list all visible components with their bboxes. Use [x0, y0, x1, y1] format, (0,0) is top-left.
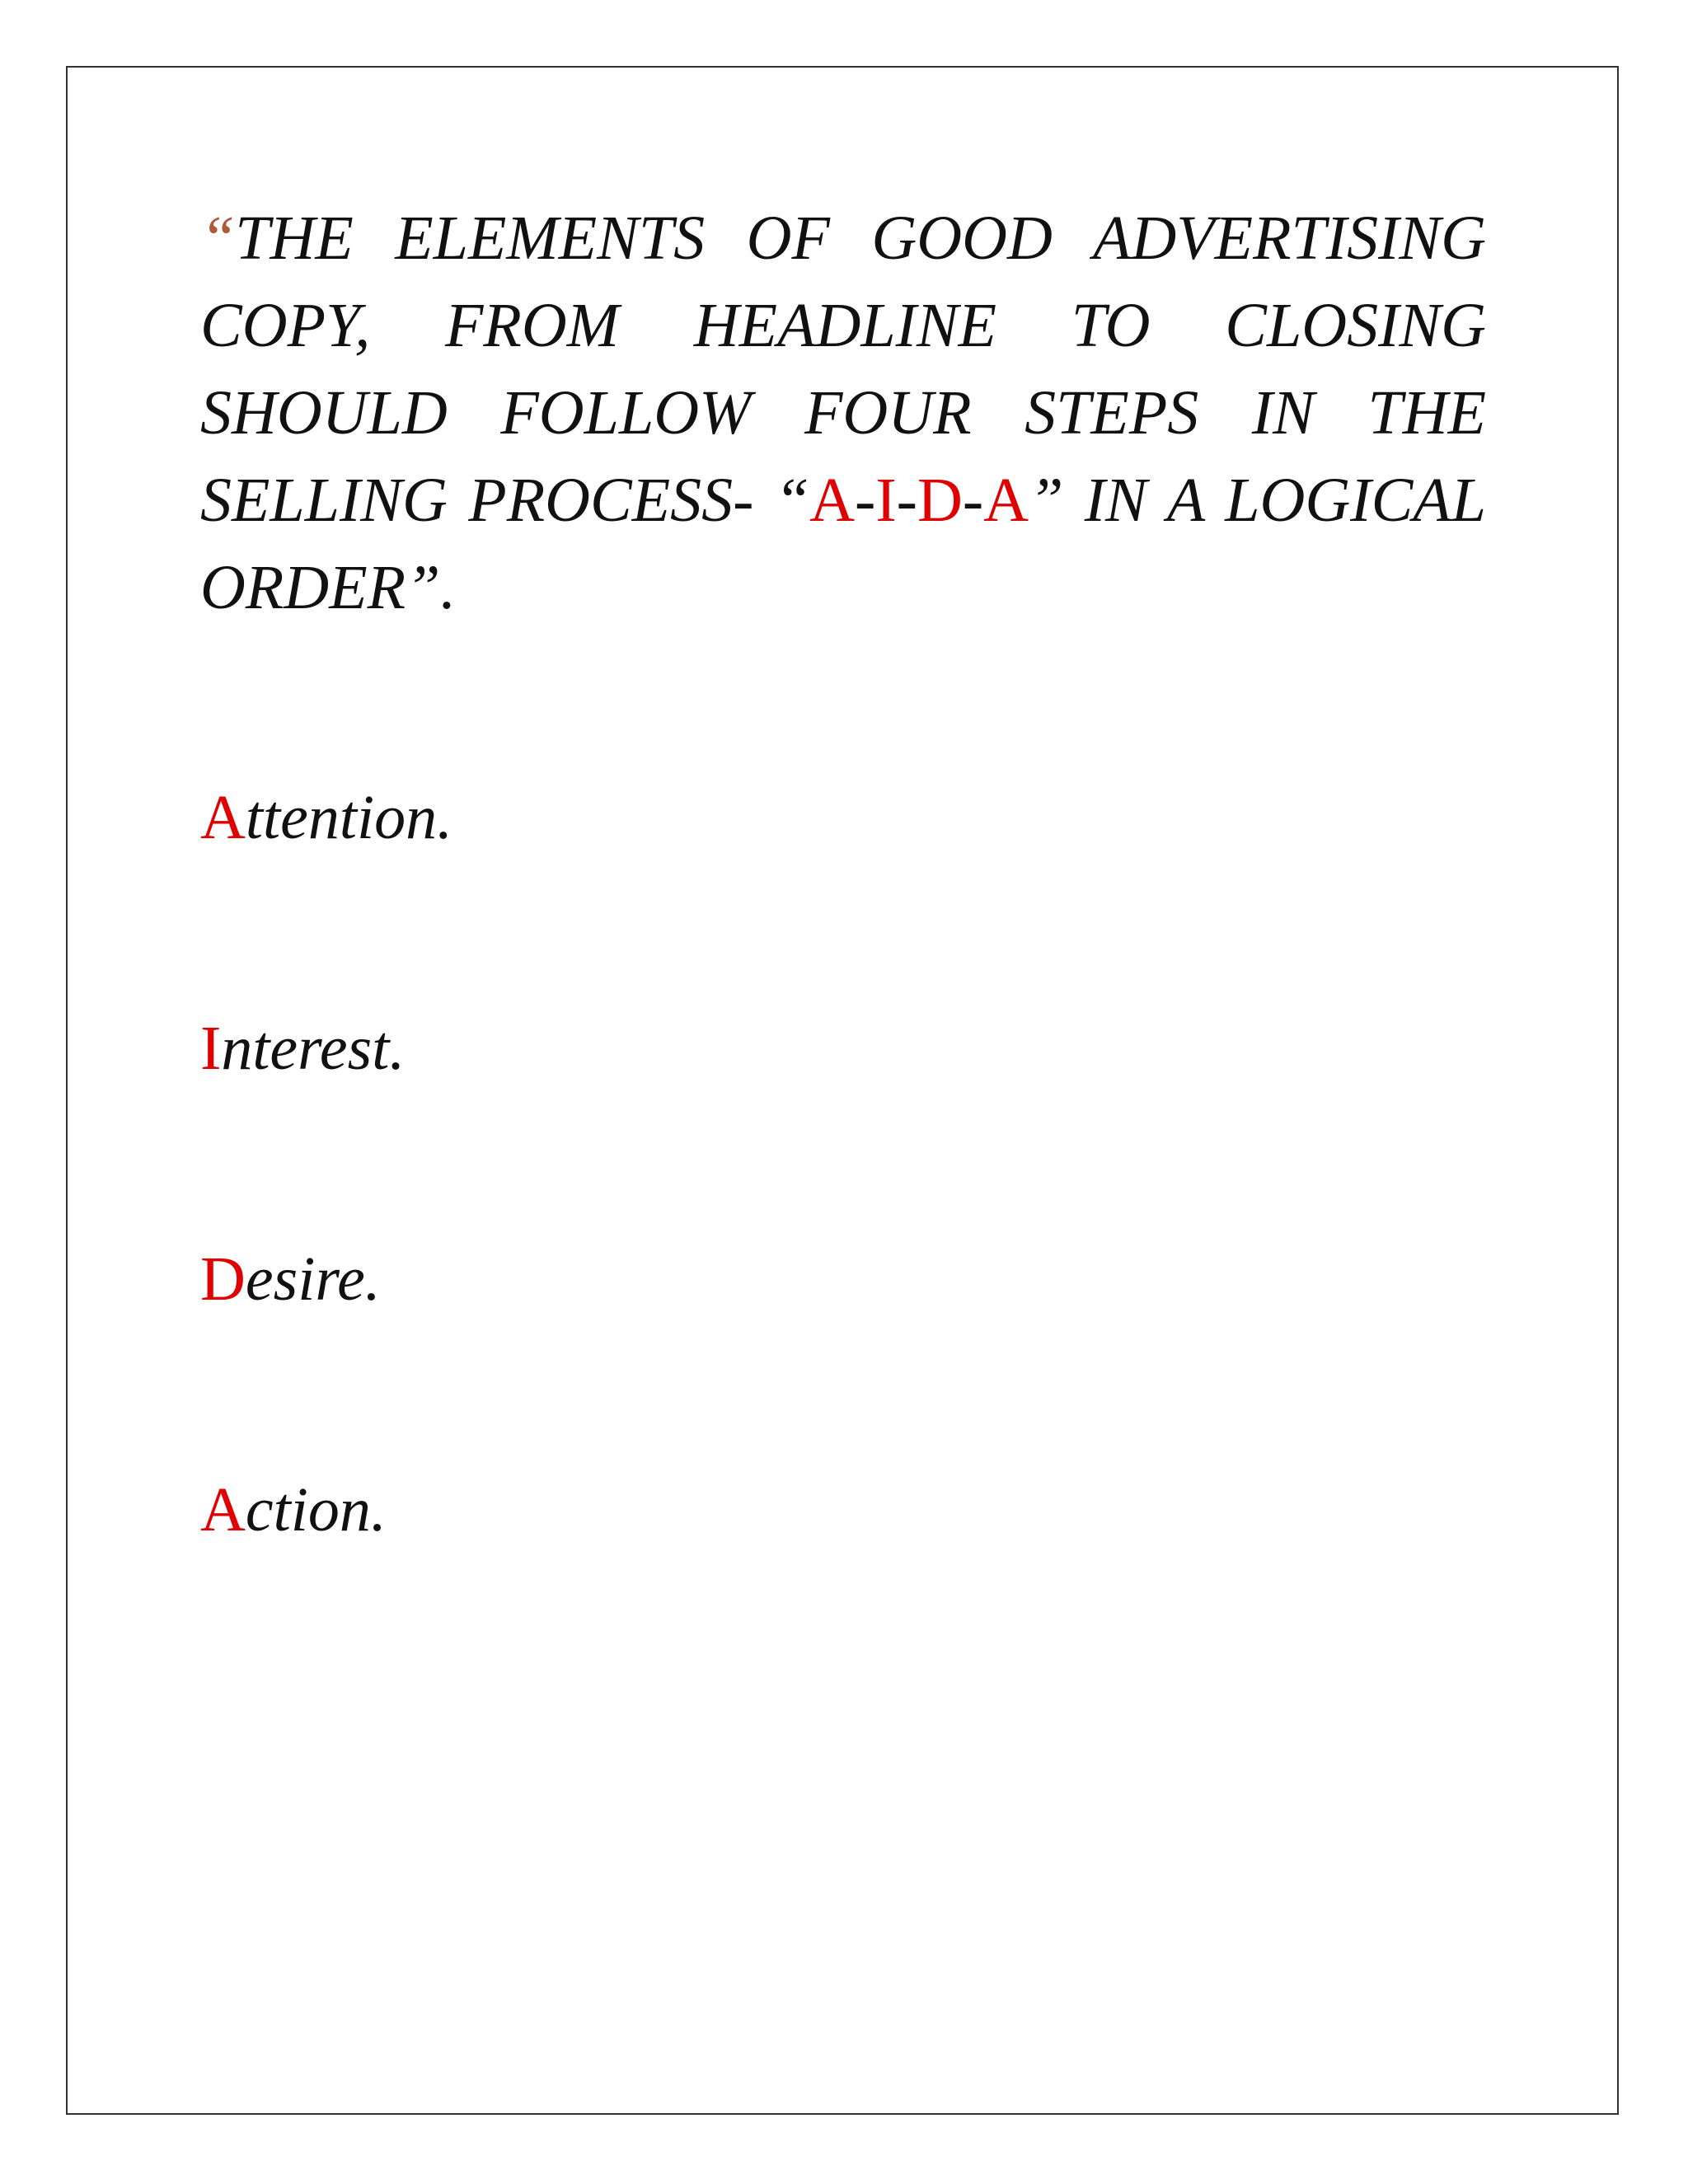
step-interest — [200, 1007, 405, 1090]
quote-text-before: THE ELEMENTS OF GOOD ADVERTISING COPY, FROM HEADLINE TO CLOSING SHOULD FOLLOW FOUR STEPS IN THE SELLING PROCESS- — [200, 204, 1486, 535]
step-rest: ttention. — [245, 783, 453, 852]
acronym-separator: - — [855, 466, 876, 535]
quote-text-after: IN A LOGICAL ORDER”. — [200, 466, 1486, 622]
step-desire — [200, 1238, 381, 1320]
step-initial: D — [200, 1244, 246, 1314]
step-initial: A — [200, 783, 246, 852]
step-rest: nterest. — [221, 1014, 406, 1083]
step-initial: I — [200, 1014, 222, 1083]
step-rest: esire. — [245, 1244, 381, 1314]
acronym-separator: - — [896, 466, 917, 535]
step-action — [200, 1469, 387, 1551]
step-rest: ction. — [245, 1475, 387, 1544]
acronym-letter-a2: A — [983, 466, 1029, 535]
acronym-open-quote: “ — [774, 466, 810, 535]
opening-quote-mark: “ — [200, 204, 236, 273]
acronym-close-quote: ” — [1029, 466, 1064, 535]
acronym-letter-i: I — [875, 466, 897, 535]
step-initial: A — [200, 1475, 246, 1544]
aida-quote — [200, 194, 1486, 631]
acronym-letter-d: D — [917, 466, 963, 535]
acronym-separator: - — [962, 466, 984, 535]
step-attention — [200, 776, 452, 859]
acronym-letter-a1: A — [809, 466, 856, 535]
